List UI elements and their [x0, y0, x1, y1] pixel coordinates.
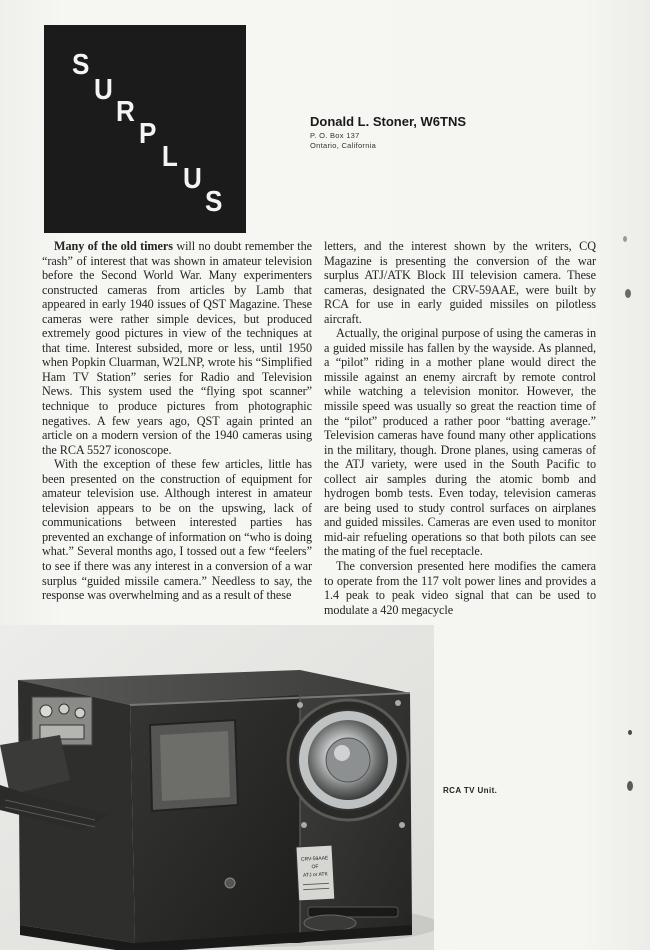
scan-speck — [628, 730, 632, 735]
article-paragraph: Actually, the original purpose of using the cameras in a guided missile has fallen by the wayside. As planned, a “pilot” riding in a mother plane would direct the missile against an enemy aircraft by remote control while watching a television monitor. However, the missile speed was usually so great the reaction time of the “pilot” produced a rather poor “batting average.” Television cameras have found many other applications in the military, though. Drone planes, using cameras of the ATJ variety, were used in the South Pacific to collect air samples during the atomic bomb and hydrogen bomb tests. Even today, television cameras are being used to study control surfaces on airplanes and guided missiles. Cameras are even used to monitor mid-air refueling operations so that both pilots can see the mating of the fuel receptacle. — [324, 326, 596, 559]
article-paragraph — [42, 457, 312, 602]
title-letter: S — [71, 49, 90, 81]
scan-speck — [625, 289, 631, 298]
author-name: Donald L. Stoner, W6TNS — [310, 114, 467, 129]
article-paragraph — [42, 239, 312, 457]
article-paragraph: letters, and the interest shown by the writers, CQ Magazine is presenting the conversion of the war surplus ATJ/ATK Block III television camera. These cameras, designated the CRV-59AAE, were built by RCA for use in early guided missiles on pilotless aircraft. — [324, 239, 596, 326]
camera-illustration — [0, 625, 434, 950]
article-column-left — [42, 239, 312, 603]
title-letter: S — [204, 186, 223, 218]
author-address-line1: P. O. Box 137 — [310, 131, 360, 140]
paragraph-text: With the exception of these few articles, little has been presented on the construction of equipment for amateur television use. Although interest in amateur television appears to be on the upswing, lack of communications between interested parties has prevented an exchange of information on “who is doing what.” Several months ago, I tossed out a few “feelers” to see if there was any interest in a conversion of a war surplus “guided missile camera.” Needless to say, the response was overwhelming and as a result of these — [42, 457, 312, 603]
title-letter: L — [161, 141, 178, 173]
scan-speck — [627, 781, 633, 791]
nameplate-text-3: ATJ or ATK — [302, 871, 329, 879]
nameplate-text-1: CRV-59AAE — [300, 855, 329, 863]
figure-caption: RCA TV Unit. — [443, 786, 498, 795]
article-column-right — [324, 239, 596, 617]
title-block — [44, 25, 246, 233]
title-letter: P — [138, 118, 157, 150]
paragraph-text: will no doubt remember the “rash” of interest that was shown in amateur television before the Second World War. Many experimenters constructed cameras from articles by Lamb that appeared in early 1940 issues of QST Magazine. These cameras were rather simple devices, but produced extremely good pictures in view of the techniques at that time. Interest subsided, more or less, until 1950 when Popkin Cluarman, W2LNP, wrote his “Simplified Ham TV Station” series for Radio and Television News. This system used the “flying spot scanner” technique to produce pictures from photographic negatives. A few years ago, QST again printed an article on a modern version of the 1940 cameras using the RCA 5527 iconoscope. — [42, 239, 312, 457]
byline — [310, 114, 630, 151]
title-letter: U — [183, 163, 202, 195]
title-letter: U — [94, 74, 113, 106]
title-letter: R — [116, 96, 135, 128]
article-paragraph: The conversion presented here modifies the camera to operate from the 117 volt power lines and provides a 1.4 peak to peak video signal that can be used to modulate a 420 megacycle — [324, 559, 596, 617]
scan-speck — [623, 236, 627, 242]
nameplate-text-2: OF — [311, 863, 319, 871]
author-address-line2: Ontario, California — [310, 141, 377, 150]
camera-photo — [0, 625, 434, 950]
lead-in-text: Many of the old timers — [54, 239, 173, 253]
